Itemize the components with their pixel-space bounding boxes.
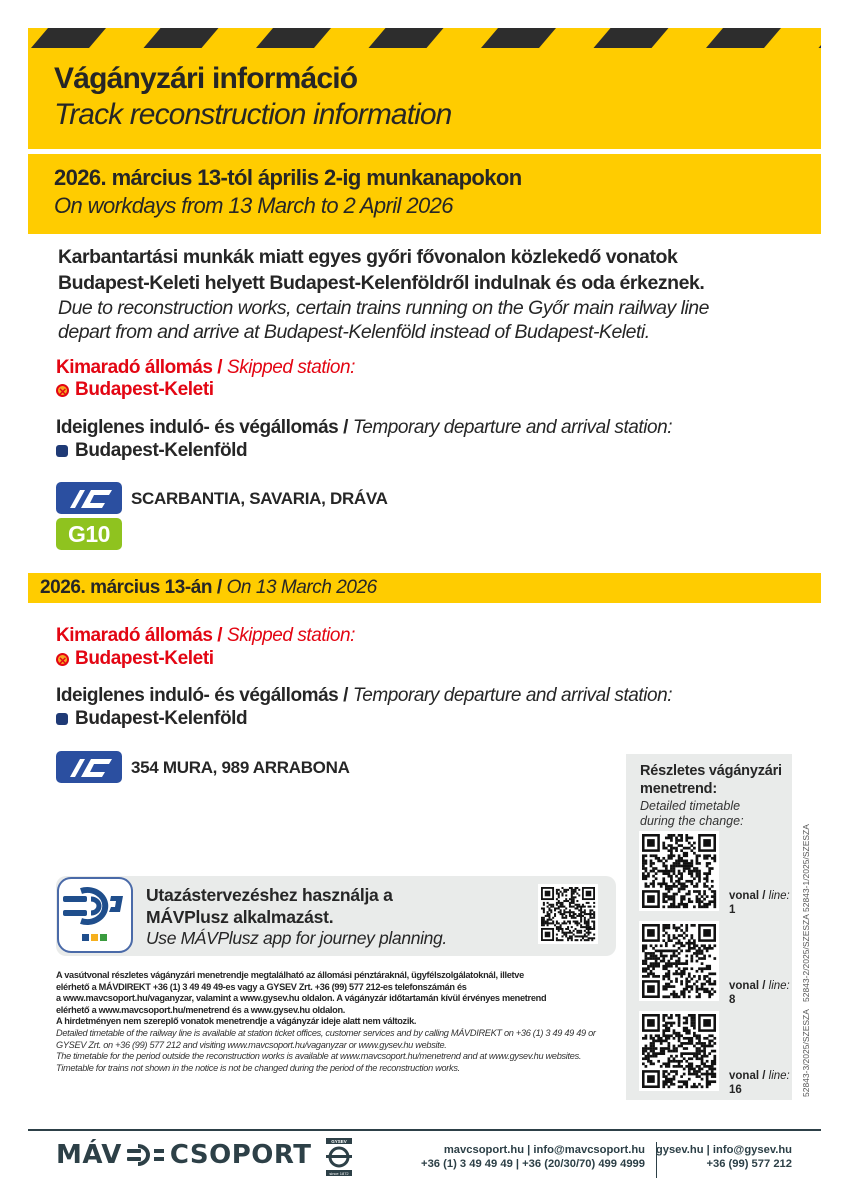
mav-contact-phone[interactable]: +36 (1) 3 49 49 49 | +36 (20/30/70) 499 4999	[421, 1158, 645, 1170]
hazard-stripe	[256, 28, 331, 48]
qr-panel-subtitle	[640, 799, 744, 829]
skipped-station-icon	[56, 653, 69, 666]
line-label-hu: vonal /	[729, 890, 766, 902]
period1-skipped-station	[56, 378, 214, 402]
fine-print-line: Detailed timetable of the railway line is available at station ticket offices, customer services and by calling MÁVDIREKT on +36 (1) 3 49 49 49 or	[56, 1028, 596, 1038]
skipped-station-icon	[56, 384, 69, 397]
period1-date-en: On workdays from 13 March to 2 April 2026	[54, 193, 453, 218]
period2-skipped-station	[56, 647, 214, 671]
hazard-stripe	[31, 28, 106, 48]
fine-print-line: elérhető a www.mavcsoport.hu/menetrend és a www.gysev.hu oldalon.	[56, 1004, 346, 1015]
hazard-stripe	[481, 28, 556, 48]
qr-line-label	[729, 889, 790, 917]
intro-line: Budapest-Keleti helyett Budapest-Kelenföldről indulnak és oda érkeznek.	[58, 272, 705, 294]
fine-print-line: elérhető a MÁVDIREKT +36 (1) 3 49 49 49-es vagy a GYSEV Zrt. +36 (99) 577 212-es telefonszámán és	[56, 981, 467, 992]
fine-print-line: A hirdetményen nem szereplő vonatok menetrendje a vágányzár ideje alatt nem változik.	[56, 1016, 417, 1026]
skipped-station-name: Budapest-Keleti	[75, 648, 214, 669]
period2-temp-label	[56, 684, 672, 708]
period1-skipped-label	[56, 356, 355, 380]
svg-text:GYSEV: GYSEV	[331, 1139, 347, 1144]
line-label-en: line:	[768, 890, 790, 902]
intro-text-en	[58, 296, 709, 344]
period1-trains: SCARBANTIA, SAVARIA, DRÁVA	[131, 489, 388, 508]
gysev-logo	[324, 1138, 354, 1176]
gysev-contact-web-email[interactable]: gysev.hu | info@gysev.hu	[655, 1144, 792, 1156]
reference-number: 52843-3/2025/SZESZA	[801, 1009, 811, 1097]
intro-line: Karbantartási munkák miatt egyes győri fővonalon közlekedő vonatok	[58, 246, 678, 268]
period2-date-hu: 2026. március 13-án /	[40, 577, 222, 598]
route-badge-g10: G10	[56, 518, 122, 550]
line-number: 1	[729, 904, 736, 916]
line-number: 16	[729, 1084, 742, 1096]
temp-station-name: Budapest-Kelenföld	[75, 440, 248, 461]
reference-number: 52843-1/2025/SZESZA	[801, 824, 811, 912]
fine-print-hu	[56, 970, 626, 1028]
qr-panel-title-line: Részletes vágányzári	[640, 763, 782, 779]
fine-print-line: GYSEV Zrt. on +36 (99) 577 212 and visiting www.mavcsoport.hu/vaganyzar or www.gysev.hu website.	[56, 1039, 447, 1050]
fine-print-en	[56, 1028, 626, 1074]
gysev-contact	[656, 1143, 792, 1171]
temp-station-name: Budapest-Kelenföld	[75, 708, 248, 729]
mav-contact-web-email[interactable]: mavcsoport.hu | info@mavcsoport.hu	[443, 1144, 645, 1156]
temp-label-hu: Ideiglenes induló- és végállomás /	[56, 417, 348, 438]
temp-station-icon	[56, 445, 68, 457]
period2-temp-station	[56, 707, 247, 731]
app-promo-text-hu	[146, 884, 393, 928]
period1-date-hu: 2026. március 13-tól április 2-ig munkanapokon	[54, 165, 522, 190]
hazard-stripe	[369, 28, 444, 48]
skipped-label-hu: Kimaradó állomás /	[56, 357, 223, 378]
mavplusz-app-icon[interactable]	[57, 877, 133, 953]
line-label-en: line:	[768, 980, 790, 992]
skipped-label-en: Skipped station:	[226, 625, 355, 646]
intro-line: depart from and arrive at Budapest-Kelenföld instead of Budapest-Keleti.	[58, 321, 650, 343]
ic-train-icon	[56, 751, 122, 783]
footer-divider	[28, 1129, 821, 1131]
fine-print-line: a www.mavcsoport.hu/vaganyzar, valamint a www.gysev.hu oldalon. A vágányzár időtartamán kívül érvényes menetrend	[56, 993, 547, 1003]
line-label-en: line:	[768, 1070, 790, 1082]
qr-code-line-8[interactable]	[639, 921, 719, 1001]
fine-print-line: Timetable for trains not shown in the notice is not be changed during the period of the reconstruction works.	[56, 1062, 460, 1073]
qr-panel-title	[640, 762, 782, 798]
line-label-hu: vonal /	[729, 1070, 766, 1082]
temp-label-en: Temporary departure and arrival station:	[352, 685, 673, 706]
period2-skipped-label	[56, 624, 355, 648]
app-promo-line: MÁVPlusz alkalmazást.	[146, 907, 334, 927]
skipped-station-name: Budapest-Keleti	[75, 379, 214, 400]
qr-code-line-16[interactable]	[639, 1011, 719, 1091]
period2-trains: 354 MURA, 989 ARRABONA	[131, 758, 350, 777]
fine-print-line: A vasútvonal részletes vágányzári menetrendje megtalálható az állomási pénztáraknál, ügyfélszolgálatoknál, illetve	[56, 970, 524, 980]
app-promo-line: Utazástervezéshez használja a	[146, 885, 393, 905]
hazard-stripe	[594, 28, 669, 48]
period1-temp-station	[56, 439, 247, 463]
svg-text:since 1872: since 1872	[329, 1171, 349, 1176]
ic-train-icon	[56, 482, 122, 514]
period2-date	[40, 576, 377, 600]
qr-line-label	[729, 1069, 790, 1097]
hazard-stripe	[706, 28, 781, 48]
hazard-stripes	[28, 28, 821, 48]
qr-panel-title-line: menetrend:	[640, 781, 717, 797]
temp-label-hu: Ideiglenes induló- és végállomás /	[56, 685, 348, 706]
app-promo-text-en: Use MÁVPlusz app for journey planning.	[146, 928, 447, 948]
line-label-hu: vonal /	[729, 980, 766, 992]
brand-right: CSOPORT	[169, 1140, 312, 1170]
temp-label-en: Temporary departure and arrival station:	[352, 417, 673, 438]
hazard-stripe	[144, 28, 219, 48]
gysev-contact-phone[interactable]: +36 (99) 577 212	[706, 1158, 792, 1170]
period1-temp-label	[56, 416, 672, 440]
page-title: Vágányzári információ	[54, 62, 358, 95]
app-qr-code[interactable]	[538, 884, 598, 944]
intro-text-hu	[58, 244, 704, 296]
period2-date-en: On 13 March 2026	[226, 577, 377, 598]
fine-print-line: The timetable for the period outside the reconstruction works is available at www.mavcsoport.hu/menetrend and at www.gysev.hu websites.	[56, 1051, 582, 1061]
reference-number: 52843-2/2025/SZESZA	[801, 914, 811, 1002]
temp-station-icon	[56, 713, 68, 725]
hazard-stripe	[819, 28, 822, 48]
line-number: 8	[729, 994, 736, 1006]
mav-wheel-icon	[126, 1143, 166, 1167]
skipped-label-en: Skipped station:	[226, 357, 355, 378]
hazard-stripe-band	[28, 28, 821, 48]
intro-line: Due to reconstruction works, certain trains running on the Győr main railway line	[58, 297, 709, 319]
mav-csoport-logo	[56, 1140, 312, 1170]
skipped-label-hu: Kimaradó állomás /	[56, 625, 223, 646]
page-title-en: Track reconstruction information	[54, 98, 452, 131]
qr-panel-subtitle-line: during the change:	[640, 814, 744, 828]
qr-code-line-1[interactable]	[639, 831, 719, 911]
mav-contact	[421, 1143, 645, 1171]
qr-panel-subtitle-line: Detailed timetable	[640, 799, 741, 813]
brand-left: MÁV	[56, 1140, 122, 1170]
qr-line-label	[729, 979, 790, 1007]
